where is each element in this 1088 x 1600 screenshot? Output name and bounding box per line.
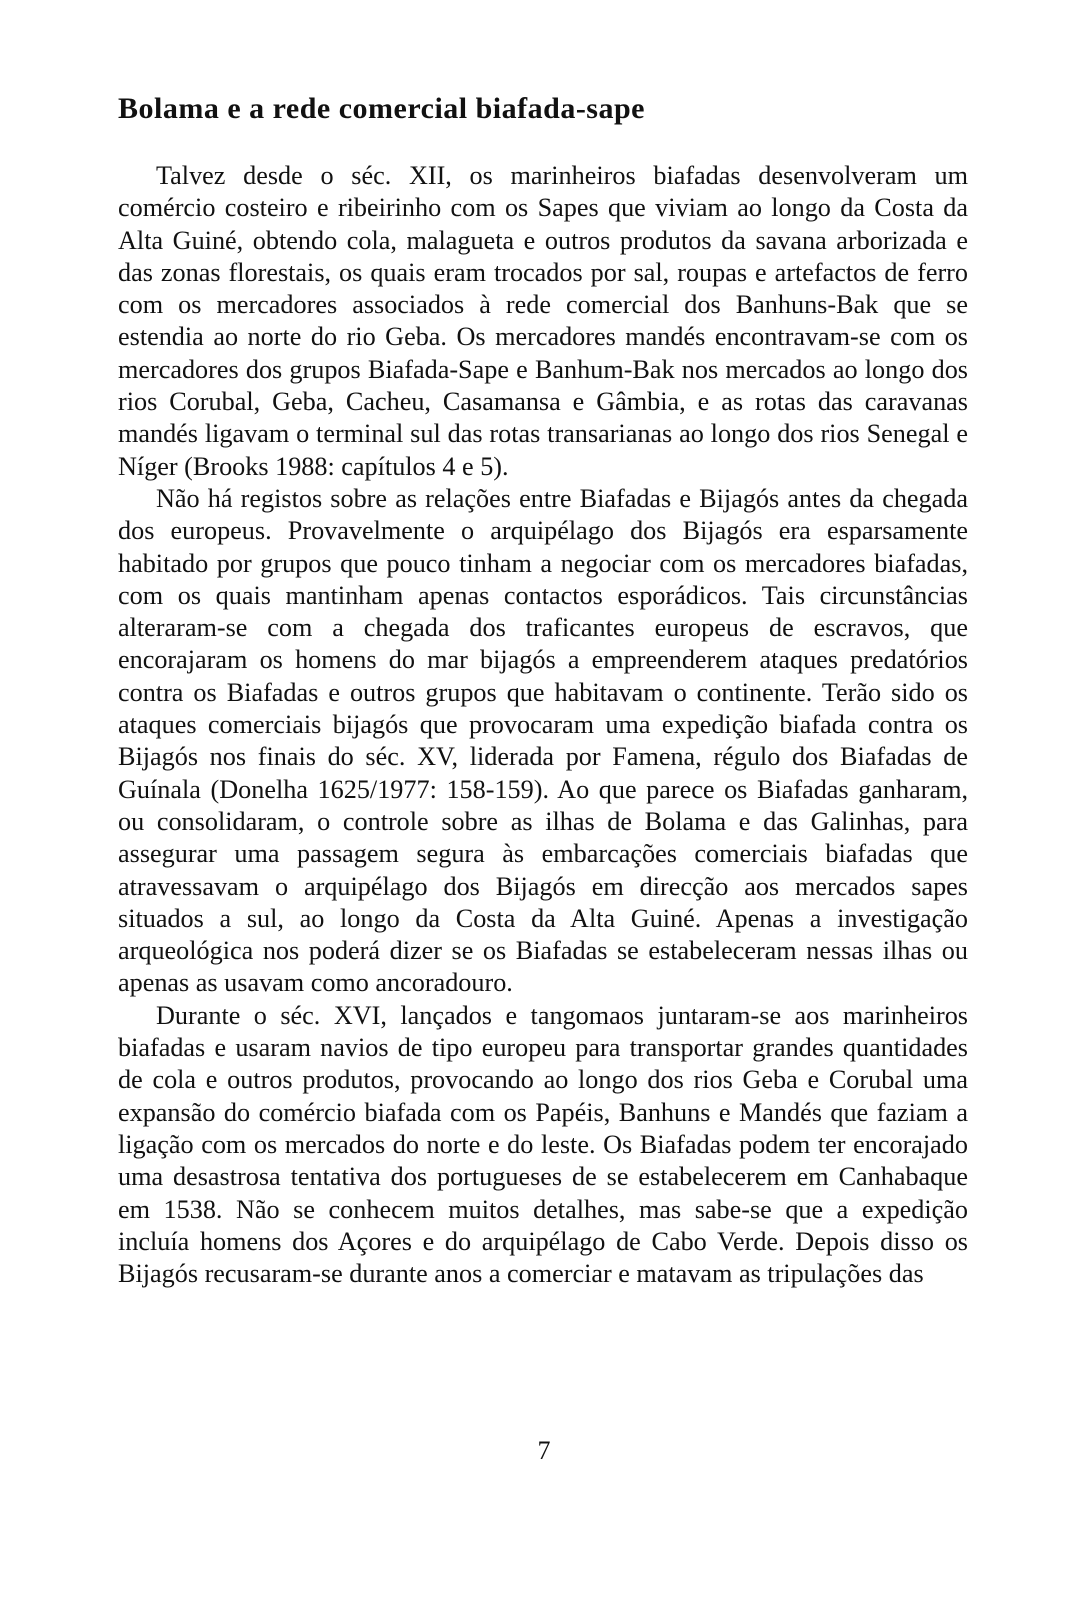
paragraph: Durante o séc. XVI, lançados e tangomaos juntaram-se aos marinheiros biafadas e usaram navios de tipo europeu para transportar grandes quantidades de cola e outros produtos, provocando ao longo dos rios Geba e Corubal uma expansão do comércio biafada com os Papéis, Banhuns e Mandés que faziam a ligação com os mercados do norte e do leste. Os Biafadas podem ter encorajado uma desastrosa tentativa dos portugueses de se estabelecerem em Canhabaque em 1538. Não se conhecem muitos detalhes, mas sabe-se que a expedição incluía homens dos Açores e do arquipélago de Cabo Verde. Depois disso os Bijagós recusaram-se durante anos a comerciar e matavam as tripulações das [118,1000,968,1289]
page-number: 7 [537,1436,551,1465]
paragraph: Talvez desde o séc. XII, os marinheiros biafadas desenvolveram um comércio costeiro e ribeirinho com os Sapes que viviam ao longo da Costa da Alta Guiné, obtendo cola, malagueta e outros produtos da savana arborizada e das zonas florestais, os quais eram trocados por sal, roupas e artefactos de ferro com os mercadores associados à rede comercial dos Banhuns-Bak que se estendia ao norte do rio Geba. Os mercadores mandés encontravam-se com os mercadores dos grupos Biafada-Sape e Banhum-Bak nos mercados ao longo dos rios Corubal, Geba, Cacheu, Casamansa e Gâmbia, e as rotas das caravanas mandés ligavam o terminal sul das rotas transarianas ao longo dos rios Senegal e Níger (Brooks 1988: capítulos 4 e 5). [118,161,968,481]
body-text [118,160,968,1290]
paragraph: Não há registos sobre as relações entre Biafadas e Bijagós antes da chegada dos europeus. Provavelmente o arquipélago dos Bijagós era esparsamente habitado por grupos que pouco tinham a negociar com os mercadores biafadas, com os quais mantinham apenas contactos esporádicos. Tais circunstâncias alteraram-se com a chegada dos traficantes europeus de escravos, que encorajaram os homens do mar bijagós a empreenderem ataques predatórios contra os Biafadas e outros grupos que habitavam o continente. Terão sido os ataques comerciais bijagós que provocaram uma expedição biafada contra os Bijagós nos finais do séc. XV, liderada por Famena, régulo dos Biafadas de Guínala (Donelha 1625/1977: 158-159). Ao que parece os Biafadas ganharam, ou consolidaram, o controle sobre as ilhas de Bolama e das Galinhas, para assegurar uma passagem segura às embarcações comerciais biafadas que atravessavam o arquipélago dos Bijagós em direcção aos mercados sapes situados a sul, ao longo da Costa da Alta Guiné. Apenas a investigação arqueológica nos poderá dizer se os Biafadas se estabeleceram nessas ilhas ou apenas as usavam como ancoradouro. [118,483,968,998]
section-heading: Bolama e a rede comercial biafada-sape [118,92,645,125]
